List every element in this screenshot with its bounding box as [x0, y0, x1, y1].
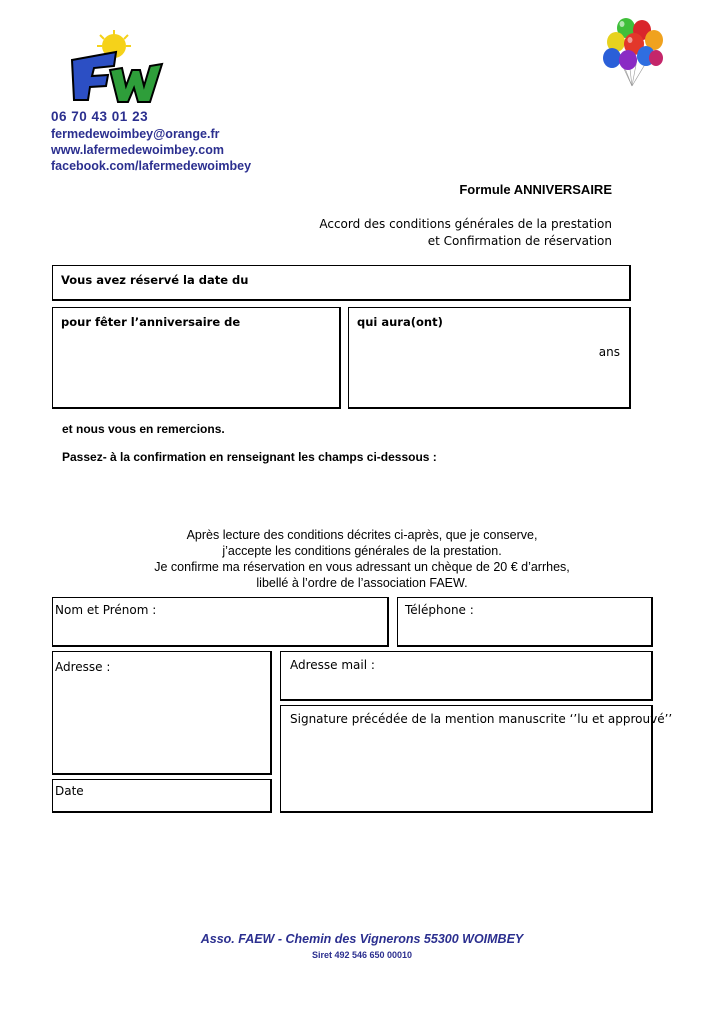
name-field[interactable] [52, 597, 389, 647]
facebook-link[interactable]: facebook.com/lafermedewoimbey [51, 159, 252, 173]
email-field[interactable] [280, 651, 653, 701]
email-link[interactable]: fermedewoimbey@orange.fr [51, 127, 220, 141]
balloons-graphic [598, 16, 668, 88]
signature-field[interactable] [280, 705, 673, 813]
conditions-line-3: Je confirme ma réservation en vous adressant un chèque de 20 € d’arrhes, [154, 560, 570, 574]
title-prefix: Formule [459, 182, 514, 197]
conditions-text [62, 527, 662, 591]
conditions-line-1: Après lecture des conditions décrites ci-après, que je conserve, [186, 528, 538, 542]
phone-field-label: Téléphone : [405, 603, 474, 617]
birthday-name-box[interactable] [52, 307, 341, 409]
thanks-text: et nous vous en remercions. [62, 422, 225, 436]
title-main: ANNIVERSAIRE [513, 182, 612, 197]
website-link[interactable]: www.lafermedewoimbey.com [51, 143, 224, 157]
footer-siret: Siret 492 546 650 00010 [311, 950, 413, 960]
date-field-label: Date [55, 784, 84, 798]
subtitle-line-1: Accord des conditions générales de la prestation [319, 217, 612, 231]
age-label: qui aura(ont) [357, 315, 443, 329]
logo [64, 30, 164, 104]
reservation-date-label: Vous avez réservé la date du [61, 273, 249, 287]
page-title [459, 182, 612, 197]
conditions-line-2: j’accepte les conditions générales de la prestation. [222, 544, 502, 558]
age-unit: ans [598, 345, 620, 359]
subtitle-line-2: et Confirmation de réservation [427, 234, 612, 248]
address-field-label: Adresse : [55, 660, 111, 674]
address-field[interactable] [52, 651, 272, 775]
email-field-label: Adresse mail : [290, 658, 375, 672]
instruction-text: Passez- à la confirmation en renseignant les champs ci-dessous : [62, 450, 437, 464]
age-box[interactable] [348, 307, 631, 409]
phone-field[interactable] [397, 597, 653, 647]
balloons-image [598, 16, 668, 88]
conditions-line-4: libellé à l’ordre de l’association FAEW. [256, 576, 468, 590]
date-field[interactable] [52, 779, 272, 813]
signature-field-label: Signature précédée de la mention manuscrite ‘’lu et approuvé’’ [290, 712, 673, 726]
reservation-date-box[interactable] [52, 265, 631, 301]
name-field-label: Nom et Prénom : [55, 603, 157, 617]
footer-address: Asso. FAEW - Chemin des Vignerons 55300 WOIMBEY [200, 932, 524, 946]
birthday-name-label: pour fêter l’anniversaire de [61, 315, 241, 329]
phone-number: 06 70 43 01 23 [51, 109, 149, 124]
logo-graphic [64, 30, 164, 104]
